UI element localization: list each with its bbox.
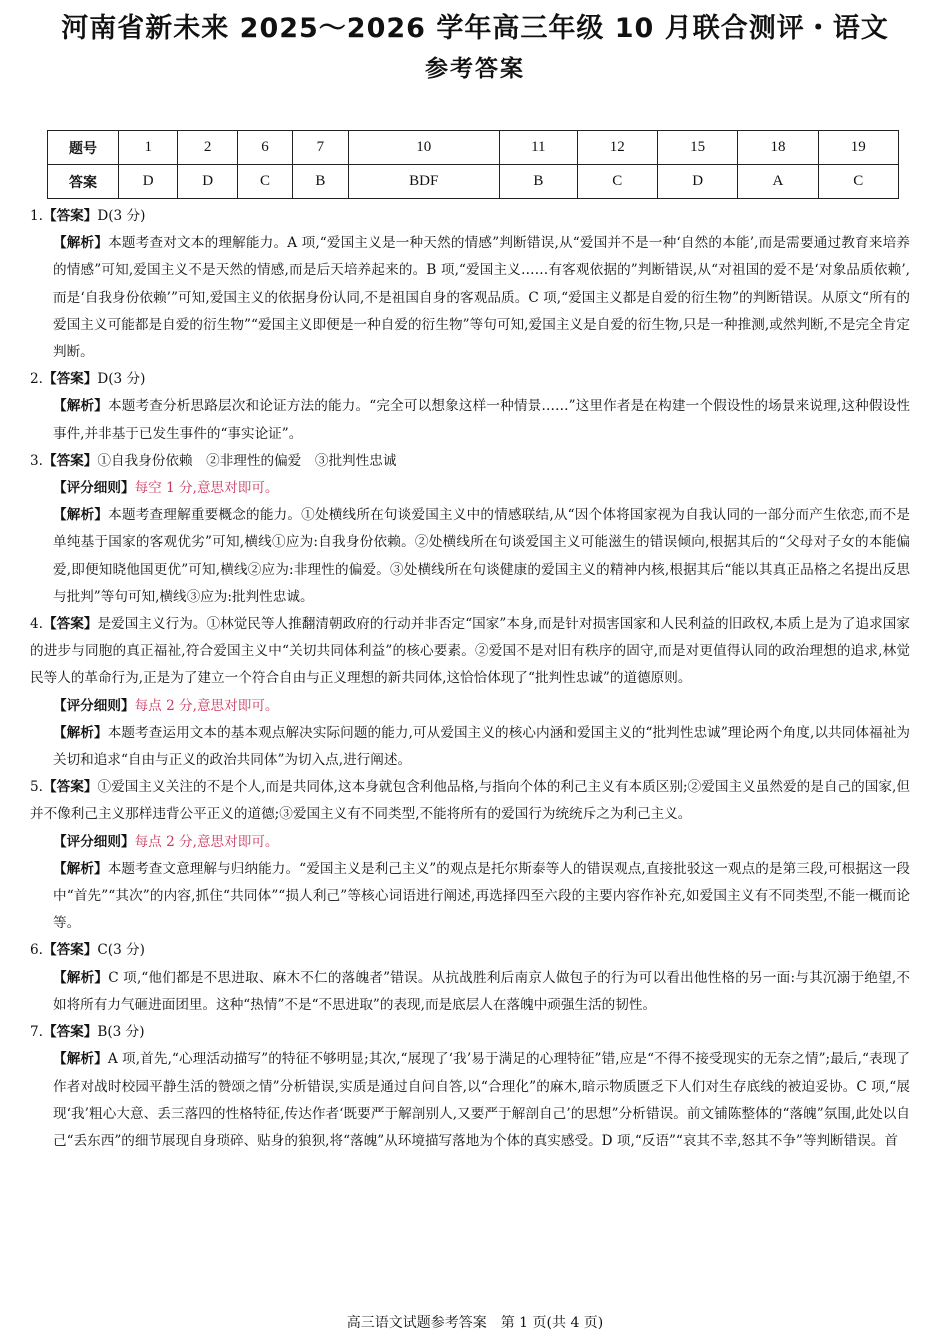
table-cell: C <box>818 165 898 199</box>
scoring-text: 每点 2 分,意思对即可。 <box>134 697 279 714</box>
analysis-text: 本题考查对文本的理解能力。A 项,“爱国主义是一种天然的情感”判断错误,从“爱国并不是一种‘自然的本能’,而是需要通过教育来培养的情感”可知,爱国主义不是天然的情感,而是后天培养起来的。B 项,“爱国主义……有客观依据的”判断错误,从“对祖国的爱不是‘对象品质依赖’,而是‘自我身份依赖’”可知,爱国主义的依据身份认同,不是祖国自身的客观品质。C 项,“爱国主义都是自爱的衍生物”的判断错误。从原文“所有的爱国主义可能都是自爱的衍生物”“爱国主义即便是一种自爱的衍生物”等句可知,爱国主义是自爱的衍生物,只是一种推测,或然判断,不是完全肯定判断。 <box>53 235 910 361</box>
answer-text: 是爱国主义行为。①林觉民等人推翻清朝政府的行动并非否定“国家”本身,而是针对损害国家和人民利益的旧政权,本质上是为了追求国家的进步与同胞的真正福祉,符合爱国主义中“关切共同体利益”的核心要素。②爱国不是对旧有秩序的固守,而是对更值得认同的政治理想的追求,林觉民等人的革命行为,正是为了建立一个符合自由与正义理想的新共同体,这恰恰体现了“批判性忠诚”的道德原则。 <box>30 616 911 687</box>
analysis-text: 本题考查理解重要概念的能力。①处横线所在句谈爱国主义中的情感联结,从“因个体将国家视为自我认同的一部分而产生依恋,而不是单纯基于国家的客观优劣”可知,横线①应为:自我身份依赖。②处横线所在句谈爱国主义可能滋生的错误倾向,根据其后的“父母对子女的本能偏爱,即便知晓他国更优”可知,横线②应为:非理性的偏爱。③处横线所在句谈健康的爱国主义的精神内核,根据其后“能以其真正品格之名提出反思与批判”等句可知,横线③应为:批判性忠诚。 <box>53 507 911 605</box>
analysis-text: 本题考查文意理解与归纳能力。“爱国主义是利己主义”的观点是托尔斯泰等人的错误观点,直接批驳这一观点的是第三段,可根据这一段中“首先”“其次”的内容,抓住“共同体”“损人利己”等核心词语进行阐述,再选择四至六段的主要内容作补充,如爱国主义有不同类型,不能一概而论等。 <box>53 860 910 932</box>
scoring-tag: 【评分细则】 <box>53 833 135 850</box>
table-cell: BDF <box>348 165 500 199</box>
analysis-text: A 项,首先,“心理活动描写”的特征不够明显;其次,“展现了‘我’易于满足的心理特征”错,应是“不得不接受现实的无奈之情”;最后,“表现了作者对战时校园平静生活的赞颂之情”分析错误,实质是通过自问自答,以“合理化”的麻木,暗示物质匮乏下人们对生存底线的被迫妥协。C 项,“展现‘我’粗心大意、丢三落四的性格特征,传达作者‘既要严于解剖别人,又要严于解剖自己’的思想”分析错误。前文铺陈整体的“落魄”氛围,此处以自己“丢东西”的细节展现自身琐碎、贴身的狼狈,将“落魄”从环境描写落地为个体的真实感受。D 项,“反语”“哀其不幸,怒其不争”等判断错误。首 <box>53 1051 910 1149</box>
table-row-numbers <box>48 131 899 165</box>
table-cell: 11 <box>500 131 578 165</box>
table-cell: 10 <box>348 131 500 165</box>
answer-tag: 【答案】 <box>42 452 98 469</box>
question-1 <box>30 203 910 366</box>
table-header-cell: 题号 <box>48 131 119 165</box>
answer-tag: 【答案】 <box>42 616 98 633</box>
analysis-text: C 项,“他们都是不思进取、麻木不仁的落魄者”错误。从抗战胜利后南京人做包子的行为可以看出他性格的另一面:与其沉溺于绝望,不如将所有力气砸进面团里。这种“热情”不是“不思进取”的表现,而是底层人在落魄中顽强生活的韧性。 <box>53 969 911 1013</box>
analysis-text: 本题考查运用文本的基本观点解决实际问题的能力,可从爱国主义的核心内涵和爱国主义的“批判性忠诚”理论两个角度,以共同体福祉为关切和追求“自由与正义的政治共同体”为切入点,进行阐述。 <box>53 724 910 769</box>
answer-text: ①自我身份依赖 ②非理性的偏爱 ③批判性忠诚 <box>97 452 397 469</box>
table-cell: C <box>237 165 292 199</box>
answer-tag: 【答案】 <box>42 942 98 959</box>
question-number: 2. <box>30 371 43 388</box>
analysis-tag: 【解析】 <box>53 860 108 877</box>
question-7 <box>30 1019 910 1155</box>
analysis-tag: 【解析】 <box>53 1051 108 1068</box>
answer-tag: 【答案】 <box>42 779 98 796</box>
answer-tag: 【答案】 <box>42 208 98 224</box>
question-3 <box>30 448 910 611</box>
table-cell: D <box>119 165 178 199</box>
answer-tag: 【答案】 <box>42 1024 98 1041</box>
answer-text: D(3 分) <box>97 371 146 388</box>
scoring-tag: 【评分细则】 <box>53 697 135 714</box>
analysis-tag: 【解析】 <box>53 235 109 252</box>
page-subtitle: 参考答案 <box>425 56 525 82</box>
page-footer: 高三语文试题参考答案 第 1 页(共 4 页) <box>346 1315 604 1331</box>
table-cell: D <box>657 165 737 199</box>
question-5 <box>30 774 910 937</box>
scoring-text: 每空 1 分,意思对即可。 <box>134 480 279 497</box>
table-cell: B <box>293 165 348 199</box>
answer-text: B(3 分) <box>97 1024 145 1041</box>
question-number: 1. <box>30 208 43 224</box>
table-cell: B <box>500 165 578 199</box>
question-number: 7. <box>30 1024 43 1041</box>
answer-content <box>30 203 910 1155</box>
analysis-tag: 【解析】 <box>53 398 109 415</box>
page-title: 河南省新未来 2025～2026 学年高三年级 10 月联合测评・语文 <box>61 13 889 44</box>
table-cell: 19 <box>818 131 898 165</box>
question-4 <box>30 611 910 774</box>
analysis-text: 本题考查分析思路层次和论证方法的能力。“完全可以想象这样一种情景……”这里作者是在构建一个假设性的场景来说理,这种假设性事件,并非基于已发生事件的“事实论证”。 <box>53 398 911 442</box>
table-cell: C <box>577 165 657 199</box>
analysis-tag: 【解析】 <box>53 507 109 524</box>
scoring-text: 每点 2 分,意思对即可。 <box>134 833 279 850</box>
answer-table <box>47 130 899 199</box>
table-cell: D <box>178 165 237 199</box>
analysis-tag: 【解析】 <box>53 969 109 986</box>
question-number: 4. <box>30 616 43 633</box>
answer-text: D(3 分) <box>97 208 146 224</box>
table-cell: 6 <box>237 131 292 165</box>
table-header-cell: 答案 <box>48 165 119 199</box>
scoring-tag: 【评分细则】 <box>53 480 135 497</box>
question-6 <box>30 937 910 1019</box>
analysis-tag: 【解析】 <box>53 724 108 741</box>
answer-text: ①爱国主义关注的不是个人,而是共同体,这本身就包含利他品格,与指向个体的利己主义有本质区别;②爱国主义虽然爱的是自己的国家,但并不像利己主义那样违背公平正义的道德;③爱国主义有不同类型,不能将所有的爱国行为统统斥之为利己主义。 <box>30 779 910 823</box>
table-row-answers <box>48 165 899 199</box>
table-cell: 2 <box>178 131 237 165</box>
table-cell: 12 <box>577 131 657 165</box>
table-cell: 7 <box>293 131 348 165</box>
question-2 <box>30 366 910 448</box>
table-cell: A <box>738 165 818 199</box>
table-cell: 18 <box>738 131 818 165</box>
question-number: 3. <box>30 452 43 469</box>
question-number: 5. <box>30 779 43 796</box>
question-number: 6. <box>30 942 43 959</box>
table-cell: 15 <box>657 131 737 165</box>
table-cell: 1 <box>119 131 178 165</box>
answer-tag: 【答案】 <box>42 371 98 388</box>
answer-text: C(3 分) <box>97 942 145 959</box>
